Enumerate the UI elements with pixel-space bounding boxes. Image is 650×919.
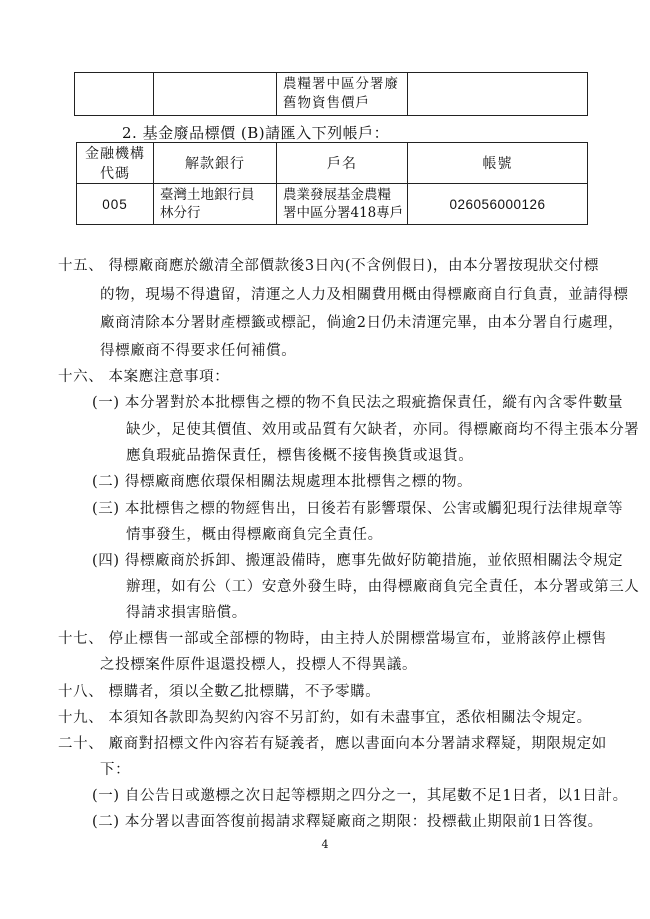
section-18: 十八、 標購者，須以全數乙批標購，不予零購。 [58, 684, 381, 700]
table-cell [408, 73, 588, 116]
page-number: 4 [321, 838, 329, 851]
item-label: (一) [92, 788, 120, 804]
section-label: 十八、 [58, 684, 104, 700]
section-15-line-1: 十五、 得標廠商應於繳清全部價款後3日內(不含例假日)，由本分署按現狀交付標 [58, 258, 599, 274]
item-label: (三) [92, 501, 120, 517]
section-16-item-1-line-1: (一) 本分署對於本批標售之標的物不負民法之瑕疵擔保責任，縱有內含零件數量 [92, 395, 624, 411]
section-20-item-1: (一) 自公告日或邀標之次日起等標期之四分之一，其尾數不足1日者，以1日計。 [92, 788, 628, 804]
account-number-cell: 026056000126 [408, 184, 588, 225]
section-20-line-1: 二十、 廠商對招標文件內容若有疑義者，應以書面向本分署請求釋疑，期限規定如 [58, 736, 607, 752]
section-17-line-1: 十七、 停止標售一部或全部標的物時，由主持人於開標當場宣布，並將該停止標售 [58, 631, 607, 647]
table-header-row [77, 143, 588, 184]
section-15-line-2: 的物，現場不得遺留，清運之人力及相關費用概由得標廠商自行負責，並請得標 [100, 287, 629, 303]
section-19: 十九、 本須知各款即為契約內容不另訂約，如有未盡事宜，悉依相關法令規定。 [58, 710, 592, 726]
section-label: 十七、 [58, 631, 104, 647]
item-2-heading: 2. 基金廢品標價 (B)請匯入下列帳戶： [122, 124, 390, 142]
account-name-line: 農糧署中區分署廢 [283, 76, 399, 92]
section-16-item-4-line-1: (四) 得標廠商於拆卸、搬運設備時，應事先做好防範措施，並依照相關法令規定 [92, 553, 624, 569]
header-account-name: 戶名 [277, 143, 408, 184]
table-cell [154, 73, 277, 116]
bank-cell: 臺灣土地銀行員 林分行 [154, 184, 277, 225]
section-16-item-4-line-2: 辦理，如有公（工）安意外發生時，由得標廠商負完全責任，本分署或第三人 [126, 579, 640, 595]
section-15-line-3: 廠商清除本分署財產標籤或標記，倘逾2日仍未清運完畢，由本分署自行處理， [100, 315, 624, 331]
table-cell [75, 73, 154, 116]
table-row [75, 73, 588, 116]
item-label: (四) [92, 553, 120, 569]
section-16-item-1-line-3: 應負瑕疵品擔保責任，標售後概不接售換貨或退貨。 [126, 448, 474, 464]
bank-code-cell: 005 [77, 184, 154, 225]
section-16-item-3-line-1: (三) 本批標售之標的物經售出，日後若有影響環保、公害或觸犯現行法律規章等 [92, 501, 624, 517]
section-16-item-4-line-3: 得請求損害賠償。 [126, 605, 247, 621]
header-bank-code: 金融機構 代碼 [77, 143, 154, 184]
section-label: 二十、 [58, 736, 104, 752]
section-label: 十五、 [58, 258, 104, 274]
section-label: 十六、 [58, 369, 104, 385]
section-label: 十九、 [58, 710, 104, 726]
section-16-item-2: (二) 得標廠商應依環保相關法規處理本批標售之標的物。 [92, 474, 473, 490]
account-table [76, 142, 588, 225]
section-16-title: 十六、 本案應注意事項： [58, 369, 230, 385]
header-account-number: 帳號 [408, 143, 588, 184]
header-bank: 解款銀行 [154, 143, 277, 184]
section-16-item-1-line-2: 缺少，足使其價值、效用或品質有欠缺者，亦同。得標廠商均不得主張本分署 [126, 422, 640, 438]
account-name-cell: 農業發展基金農糧 署中區分署418專戶 [277, 184, 408, 225]
table-row [77, 184, 588, 225]
section-20-line-2: 下： [100, 762, 131, 778]
table-cell [277, 73, 408, 116]
section-20-item-2: (二) 本分署以書面答復前揭請求釋疑廠商之期限：投標截止期限前1日答復。 [92, 814, 603, 830]
item-label: (二) [92, 474, 120, 490]
section-17-line-2: 之投標案件原件退還投標人，投標人不得異議。 [100, 657, 418, 673]
top-table [74, 72, 588, 116]
section-15-line-4: 得標廠商不得要求任何補償。 [100, 343, 297, 359]
section-16-item-3-line-2: 情事發生，概由得標廠商負完全責任。 [126, 527, 383, 543]
account-name-line: 舊物資售價戶 [283, 95, 370, 111]
item-label: (二) [92, 814, 120, 830]
item-label: (一) [92, 395, 120, 411]
